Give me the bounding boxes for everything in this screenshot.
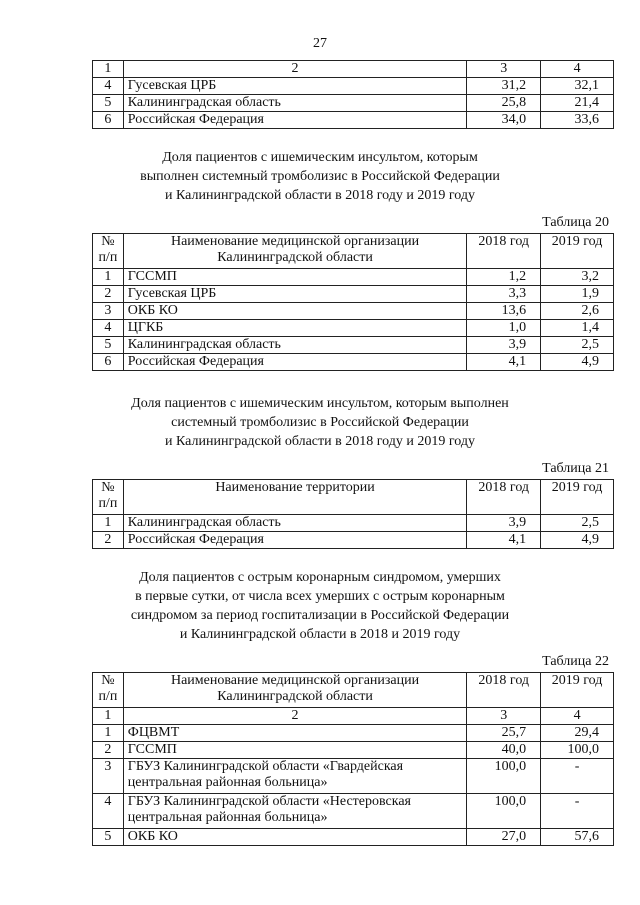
title-line: Доля пациентов с ишемическим инсультом, которым выполнен xyxy=(131,396,509,411)
row-number: 5 xyxy=(93,829,124,846)
row-name: ОКБ КО xyxy=(123,829,467,846)
table-row xyxy=(93,532,614,549)
table-header-row xyxy=(93,673,614,708)
column-number: 3 xyxy=(467,708,541,725)
table-22-label: Таблица 22 xyxy=(542,654,609,669)
value-2019: 29,4 xyxy=(541,725,614,742)
table-row xyxy=(93,337,614,354)
table-row xyxy=(93,515,614,532)
header-cell: № п/п xyxy=(93,673,124,708)
row-name: Российская Федерация xyxy=(123,354,467,371)
header-cell: 2019 год xyxy=(541,234,614,269)
table-row xyxy=(93,759,614,794)
value-2019: 1,4 xyxy=(541,320,614,337)
column-number: 4 xyxy=(541,708,614,725)
value-2019: - xyxy=(541,794,614,829)
header-cell: № п/п xyxy=(93,480,124,515)
row-number: 1 xyxy=(93,515,124,532)
header-cell: Наименование территории xyxy=(123,480,467,515)
row-number: 1 xyxy=(93,269,124,286)
column-number: 2 xyxy=(123,708,467,725)
value-2018: 1,0 xyxy=(467,320,541,337)
value-2019: 21,4 xyxy=(541,95,614,112)
value-2019: - xyxy=(541,759,614,794)
value-2019: 2,5 xyxy=(541,515,614,532)
title-line: Доля пациентов с острым коронарным синдромом, умерших xyxy=(139,570,501,585)
title-line: и Калининградской области в 2018 и 2019 году xyxy=(179,627,461,642)
value-2018: 3,3 xyxy=(467,286,541,303)
row-number: 4 xyxy=(93,794,124,829)
value-2018: 13,6 xyxy=(467,303,541,320)
value-2018: 100,0 xyxy=(467,794,541,829)
value-2018: 25,7 xyxy=(467,725,541,742)
table-row xyxy=(93,269,614,286)
table-row xyxy=(93,95,614,112)
title-line: синдромом за период госпитализации в Российской Федерации xyxy=(130,608,510,623)
header-cell: Наименование медицинской организации Калининградской области xyxy=(123,673,467,708)
table-row xyxy=(93,829,614,846)
header-cell: 2018 год xyxy=(467,480,541,515)
table-20 xyxy=(92,233,614,371)
row-name: ЦГКБ xyxy=(123,320,467,337)
column-number: 1 xyxy=(93,708,124,725)
section-21-title xyxy=(0,394,640,451)
row-number: 2 xyxy=(93,532,124,549)
value-2018: 4,1 xyxy=(467,532,541,549)
value-2019: 32,1 xyxy=(541,78,614,95)
row-number: 3 xyxy=(93,303,124,320)
row-number: 2 xyxy=(93,742,124,759)
table-number-row xyxy=(93,708,614,725)
row-number: 6 xyxy=(93,112,124,129)
value-2018: 4,1 xyxy=(467,354,541,371)
table-21-label: Таблица 21 xyxy=(542,461,609,476)
table-header-row xyxy=(93,234,614,269)
row-number: 5 xyxy=(93,95,124,112)
value-2019: 2,6 xyxy=(541,303,614,320)
table-row xyxy=(93,320,614,337)
table-header-row xyxy=(93,480,614,515)
table-row xyxy=(93,78,614,95)
header-cell: 3 xyxy=(467,61,541,78)
table-row xyxy=(93,112,614,129)
value-2018: 31,2 xyxy=(467,78,541,95)
row-number: 4 xyxy=(93,320,124,337)
table-row xyxy=(93,742,614,759)
title-line: и Калининградской области в 2018 году и 2019 году xyxy=(165,434,475,449)
title-line: и Калининградской области в 2018 году и 2019 году xyxy=(165,188,475,203)
value-2018: 3,9 xyxy=(467,337,541,354)
row-number: 6 xyxy=(93,354,124,371)
title-line: в первые сутки, от числа всех умерших с острым коронарным xyxy=(135,589,505,604)
row-number: 4 xyxy=(93,78,124,95)
table-20-label: Таблица 20 xyxy=(542,215,609,230)
page-number: 27 xyxy=(313,36,327,51)
row-name: ГССМП xyxy=(123,269,467,286)
table-row xyxy=(93,286,614,303)
value-2018: 100,0 xyxy=(467,759,541,794)
table-header-row xyxy=(93,61,614,78)
table-21 xyxy=(92,479,614,549)
section-20-title xyxy=(0,148,640,205)
header-cell: 2018 год xyxy=(467,234,541,269)
row-name: Гусевская ЦРБ xyxy=(123,286,467,303)
value-2019: 100,0 xyxy=(541,742,614,759)
row-name: ГБУЗ Калининградской области «Гвардейская центральная районная больница» xyxy=(123,759,467,794)
value-2019: 1,9 xyxy=(541,286,614,303)
row-name: Российская Федерация xyxy=(123,112,467,129)
value-2018: 25,8 xyxy=(467,95,541,112)
row-name: Российская Федерация xyxy=(123,532,467,549)
row-number: 1 xyxy=(93,725,124,742)
header-cell: Наименование медицинской организации Калининградской области xyxy=(123,234,467,269)
row-name: ОКБ КО xyxy=(123,303,467,320)
title-line: выполнен системный тромболизис в Российской Федерации xyxy=(140,169,500,184)
header-cell: 2018 год xyxy=(467,673,541,708)
row-name: Калининградская область xyxy=(123,337,467,354)
row-name: ФЦВМТ xyxy=(123,725,467,742)
value-2018: 3,9 xyxy=(467,515,541,532)
header-cell: 2019 год xyxy=(541,673,614,708)
row-name: Калининградская область xyxy=(123,95,467,112)
row-number: 5 xyxy=(93,337,124,354)
row-name: ГССМП xyxy=(123,742,467,759)
table-row xyxy=(93,354,614,371)
value-2019: 3,2 xyxy=(541,269,614,286)
header-cell: 2 xyxy=(123,61,467,78)
table-row xyxy=(93,794,614,829)
header-cell: 4 xyxy=(541,61,614,78)
header-cell: № п/п xyxy=(93,234,124,269)
row-name: ГБУЗ Калининградской области «Нестеровская центральная районная больница» xyxy=(123,794,467,829)
value-2019: 57,6 xyxy=(541,829,614,846)
row-name: Гусевская ЦРБ xyxy=(123,78,467,95)
table-row xyxy=(93,725,614,742)
value-2018: 40,0 xyxy=(467,742,541,759)
row-number: 2 xyxy=(93,286,124,303)
row-name: Калининградская область xyxy=(123,515,467,532)
table-row xyxy=(93,303,614,320)
header-cell: 1 xyxy=(93,61,124,78)
row-number: 3 xyxy=(93,759,124,794)
table-22 xyxy=(92,672,614,846)
value-2018: 34,0 xyxy=(467,112,541,129)
table-continued xyxy=(92,60,614,129)
title-line: системный тромболизис в Российской Федерации xyxy=(171,415,469,430)
value-2019: 4,9 xyxy=(541,354,614,371)
value-2018: 27,0 xyxy=(467,829,541,846)
title-line: Доля пациентов с ишемическим инсультом, которым xyxy=(162,150,478,165)
value-2018: 1,2 xyxy=(467,269,541,286)
value-2019: 2,5 xyxy=(541,337,614,354)
value-2019: 33,6 xyxy=(541,112,614,129)
header-cell: 2019 год xyxy=(541,480,614,515)
value-2019: 4,9 xyxy=(541,532,614,549)
section-22-title xyxy=(0,568,640,644)
